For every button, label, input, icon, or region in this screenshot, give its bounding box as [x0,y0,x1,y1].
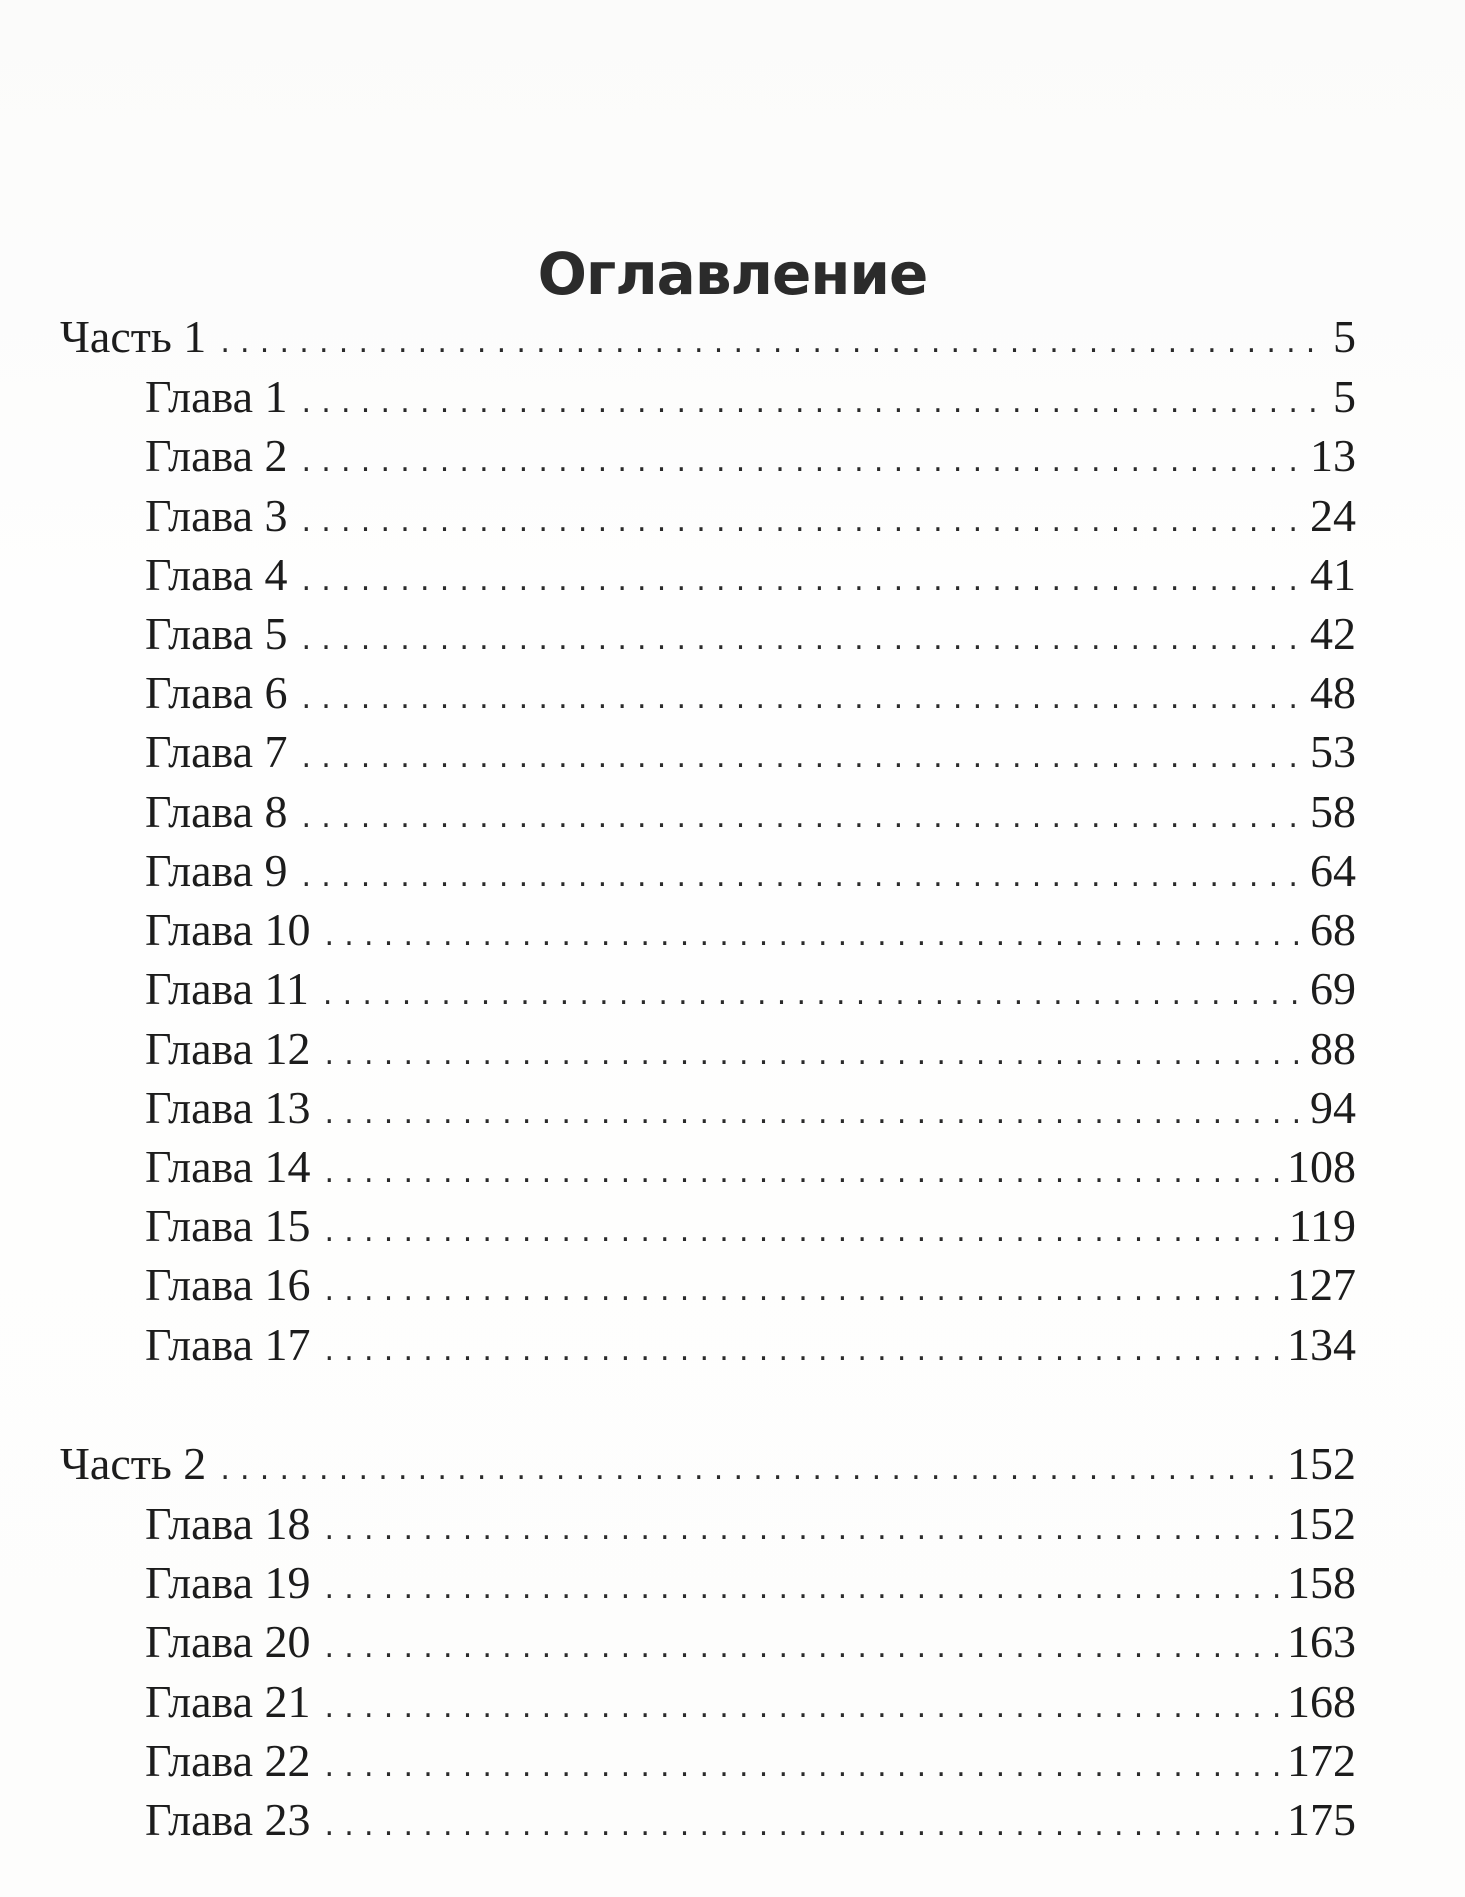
dot-leader [302,790,1310,846]
toc-page-number: 172 [1287,1735,1356,1786]
toc-chapter-label: Глава 1 [145,371,288,422]
page-title: Оглавление [537,240,928,308]
toc-chapter-label: Глава 14 [145,1141,311,1192]
dot-leader [325,1798,1287,1854]
toc-page-number: 53 [1310,726,1356,777]
toc-chapter-label: Глава 4 [145,549,288,600]
toc-page-number: 163 [1287,1616,1356,1667]
toc-chapter-13[interactable] [145,1080,1356,1136]
toc-chapter-label: Глава 17 [145,1319,311,1370]
toc-page-number: 94 [1310,1082,1356,1133]
toc-chapter-label: Глава 7 [145,726,288,777]
toc-chapter-label: Глава 20 [145,1616,311,1667]
dot-leader [325,1680,1287,1736]
dot-leader [325,1145,1287,1201]
dot-leader [325,1620,1287,1676]
dot-leader [323,967,1310,1023]
dot-leader [325,1027,1310,1083]
dot-leader [325,1204,1289,1260]
toc-chapter-10[interactable] [145,902,1356,958]
toc-part-2[interactable] [60,1436,1356,1492]
toc-page-number: 134 [1287,1319,1356,1370]
dot-leader [325,1502,1287,1558]
toc-page-number: 158 [1287,1557,1356,1608]
toc-page-number: 168 [1287,1676,1356,1727]
toc-page-number: 5 [1333,371,1356,422]
toc-chapter-label: Глава 19 [145,1557,311,1608]
dot-leader [302,612,1310,668]
toc-chapter-label: Глава 16 [145,1259,311,1310]
toc-chapter-3[interactable] [145,488,1356,544]
toc-chapter-label: Глава 13 [145,1082,311,1133]
dot-leader [325,1739,1287,1795]
toc-page-number: 152 [1287,1438,1356,1489]
toc-chapter-18[interactable] [145,1496,1356,1552]
toc-chapter-label: Глава 12 [145,1023,311,1074]
toc-chapter-7[interactable] [145,724,1356,780]
toc-chapter-16[interactable] [145,1257,1356,1313]
toc-chapter-21[interactable] [145,1674,1356,1730]
toc-page-number: 127 [1287,1259,1356,1310]
toc-chapter-label: Глава 8 [145,786,288,837]
toc-page-number: 42 [1310,608,1356,659]
toc-page-number: 24 [1310,490,1356,541]
toc-chapter-20[interactable] [145,1614,1356,1670]
toc-page-number: 119 [1288,1200,1356,1251]
toc-page-number: 69 [1310,963,1356,1014]
dot-leader [302,553,1310,609]
toc-chapter-4[interactable] [145,547,1356,603]
toc-chapter-label: Глава 6 [145,667,288,718]
toc-chapter-label: Глава 5 [145,608,288,659]
dot-leader [220,1442,1287,1498]
toc-chapter-label: Глава 15 [145,1200,311,1251]
dot-leader [302,671,1310,727]
toc-page-number: 108 [1287,1141,1356,1192]
dot-leader [325,1561,1287,1617]
toc-chapter-14[interactable] [145,1139,1356,1195]
toc-page-number: 68 [1310,904,1356,955]
toc-chapter-label: Глава 9 [145,845,288,896]
toc-chapter-label: Глава 18 [145,1498,311,1549]
dot-leader [325,1323,1287,1379]
toc-page-number: 88 [1310,1023,1356,1074]
toc-chapter-label: Глава 23 [145,1794,311,1845]
toc-chapter-6[interactable] [145,665,1356,721]
dot-leader [302,494,1310,550]
toc-page-number: 152 [1287,1498,1356,1549]
toc-chapter-label: Глава 11 [145,963,309,1014]
toc-chapter-12[interactable] [145,1021,1356,1077]
toc-page-number: 48 [1310,667,1356,718]
toc-chapter-9[interactable] [145,843,1356,899]
toc-chapter-2[interactable] [145,428,1356,484]
toc-chapter-label: Глава 3 [145,490,288,541]
toc-page-number: 5 [1333,311,1356,362]
dot-leader [325,1263,1287,1319]
toc-chapter-8[interactable] [145,784,1356,840]
toc-page-number: 58 [1310,786,1356,837]
toc-page-number: 175 [1287,1794,1356,1845]
toc-chapter-label: Глава 21 [145,1676,311,1727]
toc-chapter-1[interactable] [145,369,1356,425]
toc-chapter-15[interactable] [145,1198,1356,1254]
dot-leader [325,908,1310,964]
toc-page-number: 64 [1310,845,1356,896]
dot-leader [302,849,1310,905]
dot-leader [302,730,1310,786]
dot-leader [325,1086,1310,1142]
dot-leader [302,375,1316,431]
toc-page-number: 41 [1310,549,1356,600]
toc-part-label: Часть 2 [60,1438,207,1489]
toc-page-number: 13 [1310,430,1356,481]
toc-chapter-19[interactable] [145,1555,1356,1611]
toc-chapter-label: Глава 10 [145,904,311,955]
toc-part-1[interactable] [60,309,1356,365]
toc-part-label: Часть 1 [60,311,207,362]
toc-chapter-17[interactable] [145,1317,1356,1373]
toc-chapter-5[interactable] [145,606,1356,662]
toc-chapter-23[interactable] [145,1792,1356,1848]
dot-leader [220,315,1316,371]
toc-chapter-11[interactable] [145,961,1356,1017]
dot-leader [302,434,1310,490]
toc-chapter-label: Глава 2 [145,430,288,481]
toc-chapter-label: Глава 22 [145,1735,311,1786]
toc-chapter-22[interactable] [145,1733,1356,1789]
